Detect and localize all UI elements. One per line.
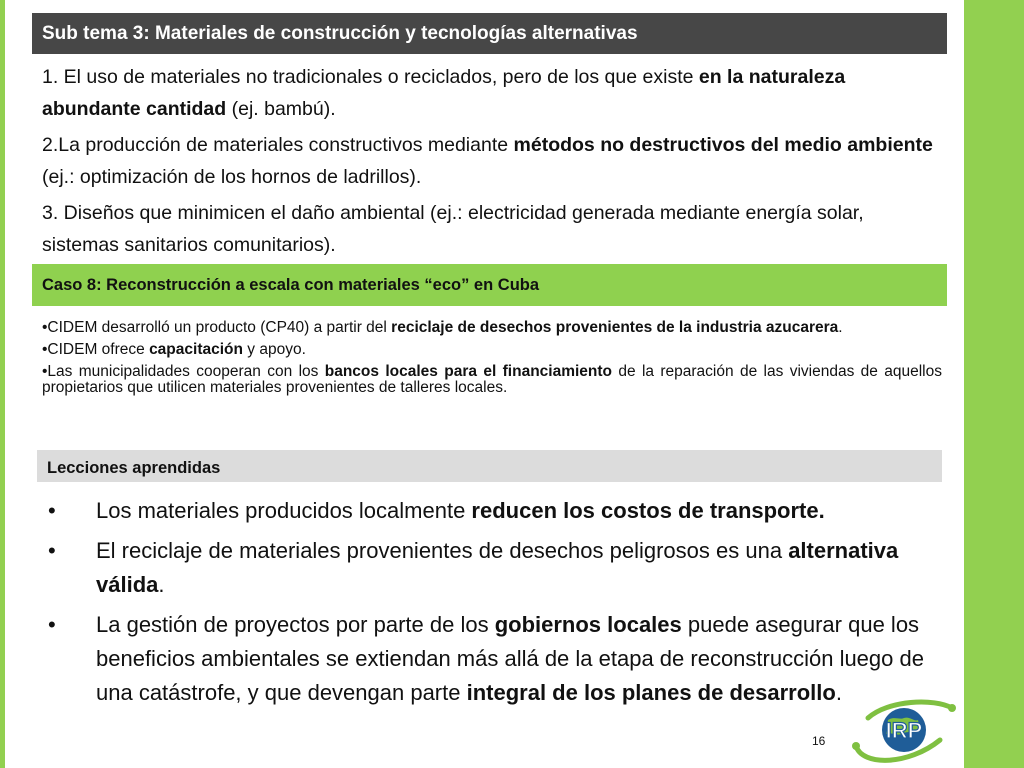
bullet-marker: • xyxy=(48,612,56,637)
text: de la reparación de las viviendas de aquellos propietarios que utilicen materiales provenientes de talleres locales. xyxy=(42,363,942,396)
text: . xyxy=(838,319,843,336)
bold-text: alternativa válida xyxy=(96,538,899,597)
bullet-marker: • xyxy=(48,538,56,563)
caso-item xyxy=(42,342,942,358)
bold-text: reducen los costos de transporte. xyxy=(471,498,825,523)
text: El reciclaje de materiales provenientes de desechos peligrosos es una xyxy=(96,538,789,563)
caso-item xyxy=(42,364,942,396)
bold-text: integral de los planes de desarrollo xyxy=(466,680,836,705)
bold-text: métodos no destructivos del medio ambiente xyxy=(513,134,933,156)
lecciones-title: Lecciones aprendidas xyxy=(47,459,221,477)
caso-item xyxy=(42,320,942,336)
leccion-item xyxy=(42,534,942,602)
logo-wordmark: IRP xyxy=(885,718,923,743)
text: . xyxy=(835,680,842,705)
text: La gestión de proyectos por parte de los xyxy=(96,612,495,637)
subtema-list xyxy=(42,61,937,265)
text: puede asegurar que los beneficios ambientales se extiendan más allá de la etapa de reconstrucción luego de una catástrofe, y que devengan parte xyxy=(96,612,924,705)
lecciones-header xyxy=(37,450,942,482)
caso-header xyxy=(32,264,947,306)
text: y apoyo. xyxy=(242,341,306,358)
bold-text: gobiernos locales xyxy=(494,612,682,637)
text: (ej. bambú). xyxy=(226,98,336,120)
bold-text: capacitación xyxy=(149,341,243,358)
bold-text: bancos locales para el financiamiento xyxy=(324,363,613,380)
subtema-header xyxy=(32,13,947,54)
leccion-item xyxy=(42,608,942,710)
bold-text: en la naturaleza abundante cantidad xyxy=(42,66,846,120)
text: 1. El uso de materiales no tradicionales o reciclados, pero de los que existe xyxy=(42,66,699,88)
right-green-band xyxy=(964,0,1024,768)
page-number: 16 xyxy=(812,734,826,748)
irp-globe-logo-icon xyxy=(848,696,960,764)
lecciones-list xyxy=(42,494,942,716)
caso-list xyxy=(42,320,942,402)
subtema-title: Sub tema 3: Materiales de construcción y tecnologías alternativas xyxy=(42,23,638,44)
text: •CIDEM desarrolló un producto (CP40) a partir del xyxy=(42,319,392,336)
leccion-item xyxy=(42,494,942,528)
subtema-item xyxy=(42,197,937,261)
text: . xyxy=(158,572,165,597)
text: (ej.: optimización de los hornos de ladrillos). xyxy=(42,166,422,188)
text: 3. Diseños que minimicen el daño ambiental (ej.: electricidad generada mediante energía solar, sistemas sanitarios comunitarios). xyxy=(42,202,864,256)
subtema-item xyxy=(42,129,937,193)
text: Los materiales producidos localmente xyxy=(96,498,472,523)
text: •CIDEM ofrece xyxy=(42,341,150,358)
subtema-item xyxy=(42,61,937,125)
caso-title: Caso 8: Reconstrucción a escala con materiales “eco” en Cuba xyxy=(42,276,540,294)
text: 2.La producción de materiales constructivos mediante xyxy=(42,134,514,156)
text: •Las municipalidades cooperan con los xyxy=(42,363,325,380)
left-edge-strip xyxy=(0,0,5,768)
bullet-marker: • xyxy=(48,498,56,523)
bold-text: reciclaje de desechos provenientes de la industria azucarera xyxy=(391,319,839,336)
